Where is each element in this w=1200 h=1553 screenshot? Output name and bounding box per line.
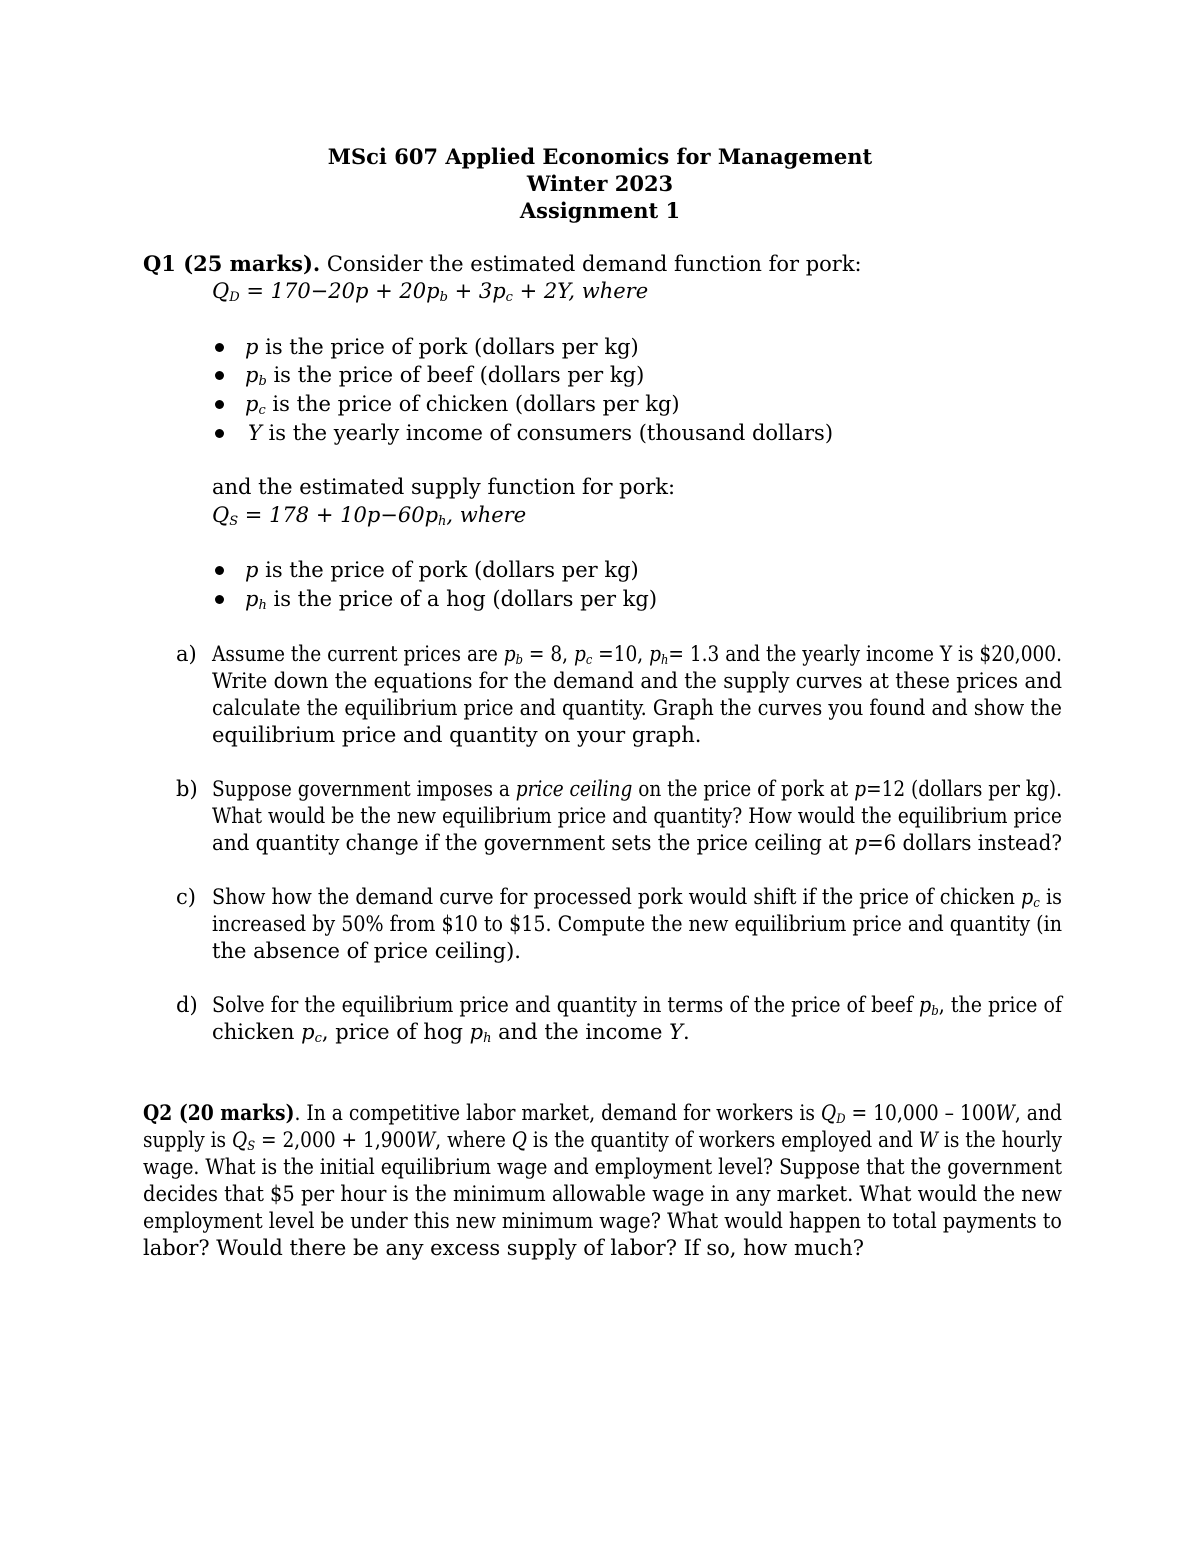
q2-line-2: supply is $Q_S = 2,000 + 1,900W$, where Q is the quantity of workers employed and W is the hourly <box>143 1128 1063 1154</box>
q1-intro: Consider the estimated demand function for pork: <box>326 252 862 276</box>
part-b-line-2: What would be the new equilibrium price and quantity? How would the equilibrium price <box>212 804 1062 828</box>
q2-line-5: employment level be under this new minimum wage? What would happen to total payments to <box>143 1209 1062 1233</box>
course-title: MSci 607 Applied Economics for Management <box>327 144 873 169</box>
demand-bullet-3: $p_c$ is the price of chicken (dollars per kg) <box>245 392 680 418</box>
part-c-line-1: Show how the demand curve for processed pork would shift if the price of chicken $p_c$ is <box>212 885 1062 911</box>
part-c-line-3: the absence of price ceiling). <box>212 939 521 963</box>
part-a-line-3: calculate the equilibrium price and quantity. Graph the curves you found and show the <box>212 696 1062 720</box>
q2-line-6: labor? Would there be any excess supply of labor? If so, how much? <box>143 1236 864 1260</box>
q2-label: Q2 (20 marks) <box>143 1100 295 1125</box>
supply-equation: $Q_S = 178 + 10p-60p_h$, where <box>212 503 527 529</box>
bullet-icon <box>215 343 224 352</box>
part-b-line-3: and quantity change if the government sets the price ceiling at p=6 dollars instead? <box>212 831 1063 855</box>
supply-bullet-2: $p_h$ is the price of a hog (dollars per kg) <box>245 587 658 613</box>
part-a-label: a) <box>176 642 197 666</box>
bullet-icon <box>215 371 224 380</box>
q2-line-4: decides that $5 per hour is the minimum allowable wage in any market. What would the new <box>143 1182 1062 1206</box>
demand-bullet-4: Y is the yearly income of consumers (thousand dollars) <box>248 421 834 445</box>
assignment-title: Assignment 1 <box>519 198 681 223</box>
part-c-label: c) <box>176 885 196 909</box>
bullet-icon <box>215 595 224 604</box>
part-a-line-2: Write down the equations for the demand and the supply curves at these prices and <box>212 669 1062 693</box>
part-b-label: b) <box>176 777 198 801</box>
part-b-line-1: Suppose government imposes a price ceiling on the price of pork at p=12 (dollars per kg). <box>212 777 1062 801</box>
q2-line-3: wage. What is the initial equilibrium wage and employment level? Suppose that the government <box>143 1155 1063 1179</box>
bullet-icon <box>215 429 224 438</box>
part-a-line-4: equilibrium price and quantity on your graph. <box>212 723 702 747</box>
part-d-line-2: chicken $p_c$, price of hog $p_h$ and the income Y. <box>212 1020 690 1046</box>
part-a-line-1: Assume the current prices are $p_b = 8$, $p_c =10$, $p_h= 1.3$ and the yearly income Y is $20,000. <box>212 642 1063 668</box>
q1-heading <box>143 251 862 277</box>
bullet-icon <box>215 566 224 575</box>
supply-intro: and the estimated supply function for pork: <box>212 475 676 499</box>
part-d-line-1: Solve for the equilibrium price and quantity in terms of the price of beef $p_b$, the price of <box>212 993 1063 1019</box>
bullet-icon <box>215 400 224 409</box>
supply-bullet-1: p is the price of pork (dollars per kg) <box>245 558 639 582</box>
demand-bullet-2: $p_b$ is the price of beef (dollars per kg) <box>245 363 645 389</box>
q1-label: Q1 (25 marks). <box>143 251 321 276</box>
part-d-label: d) <box>176 993 198 1017</box>
demand-equation: $Q_D = 170-20p + 20p_b + 3p_c + 2Y$, where <box>212 279 649 305</box>
q2-line-1: Q2 (20 marks). In a competitive labor market, demand for workers is $Q_D = 10,000 - 100W$, and <box>143 1100 1063 1127</box>
demand-bullet-1: p is the price of pork (dollars per kg) <box>245 335 639 359</box>
term: Winter 2023 <box>526 171 674 196</box>
part-c-line-2: increased by 50% from $10 to $15. Compute the new equilibrium price and quantity (in <box>212 912 1062 936</box>
